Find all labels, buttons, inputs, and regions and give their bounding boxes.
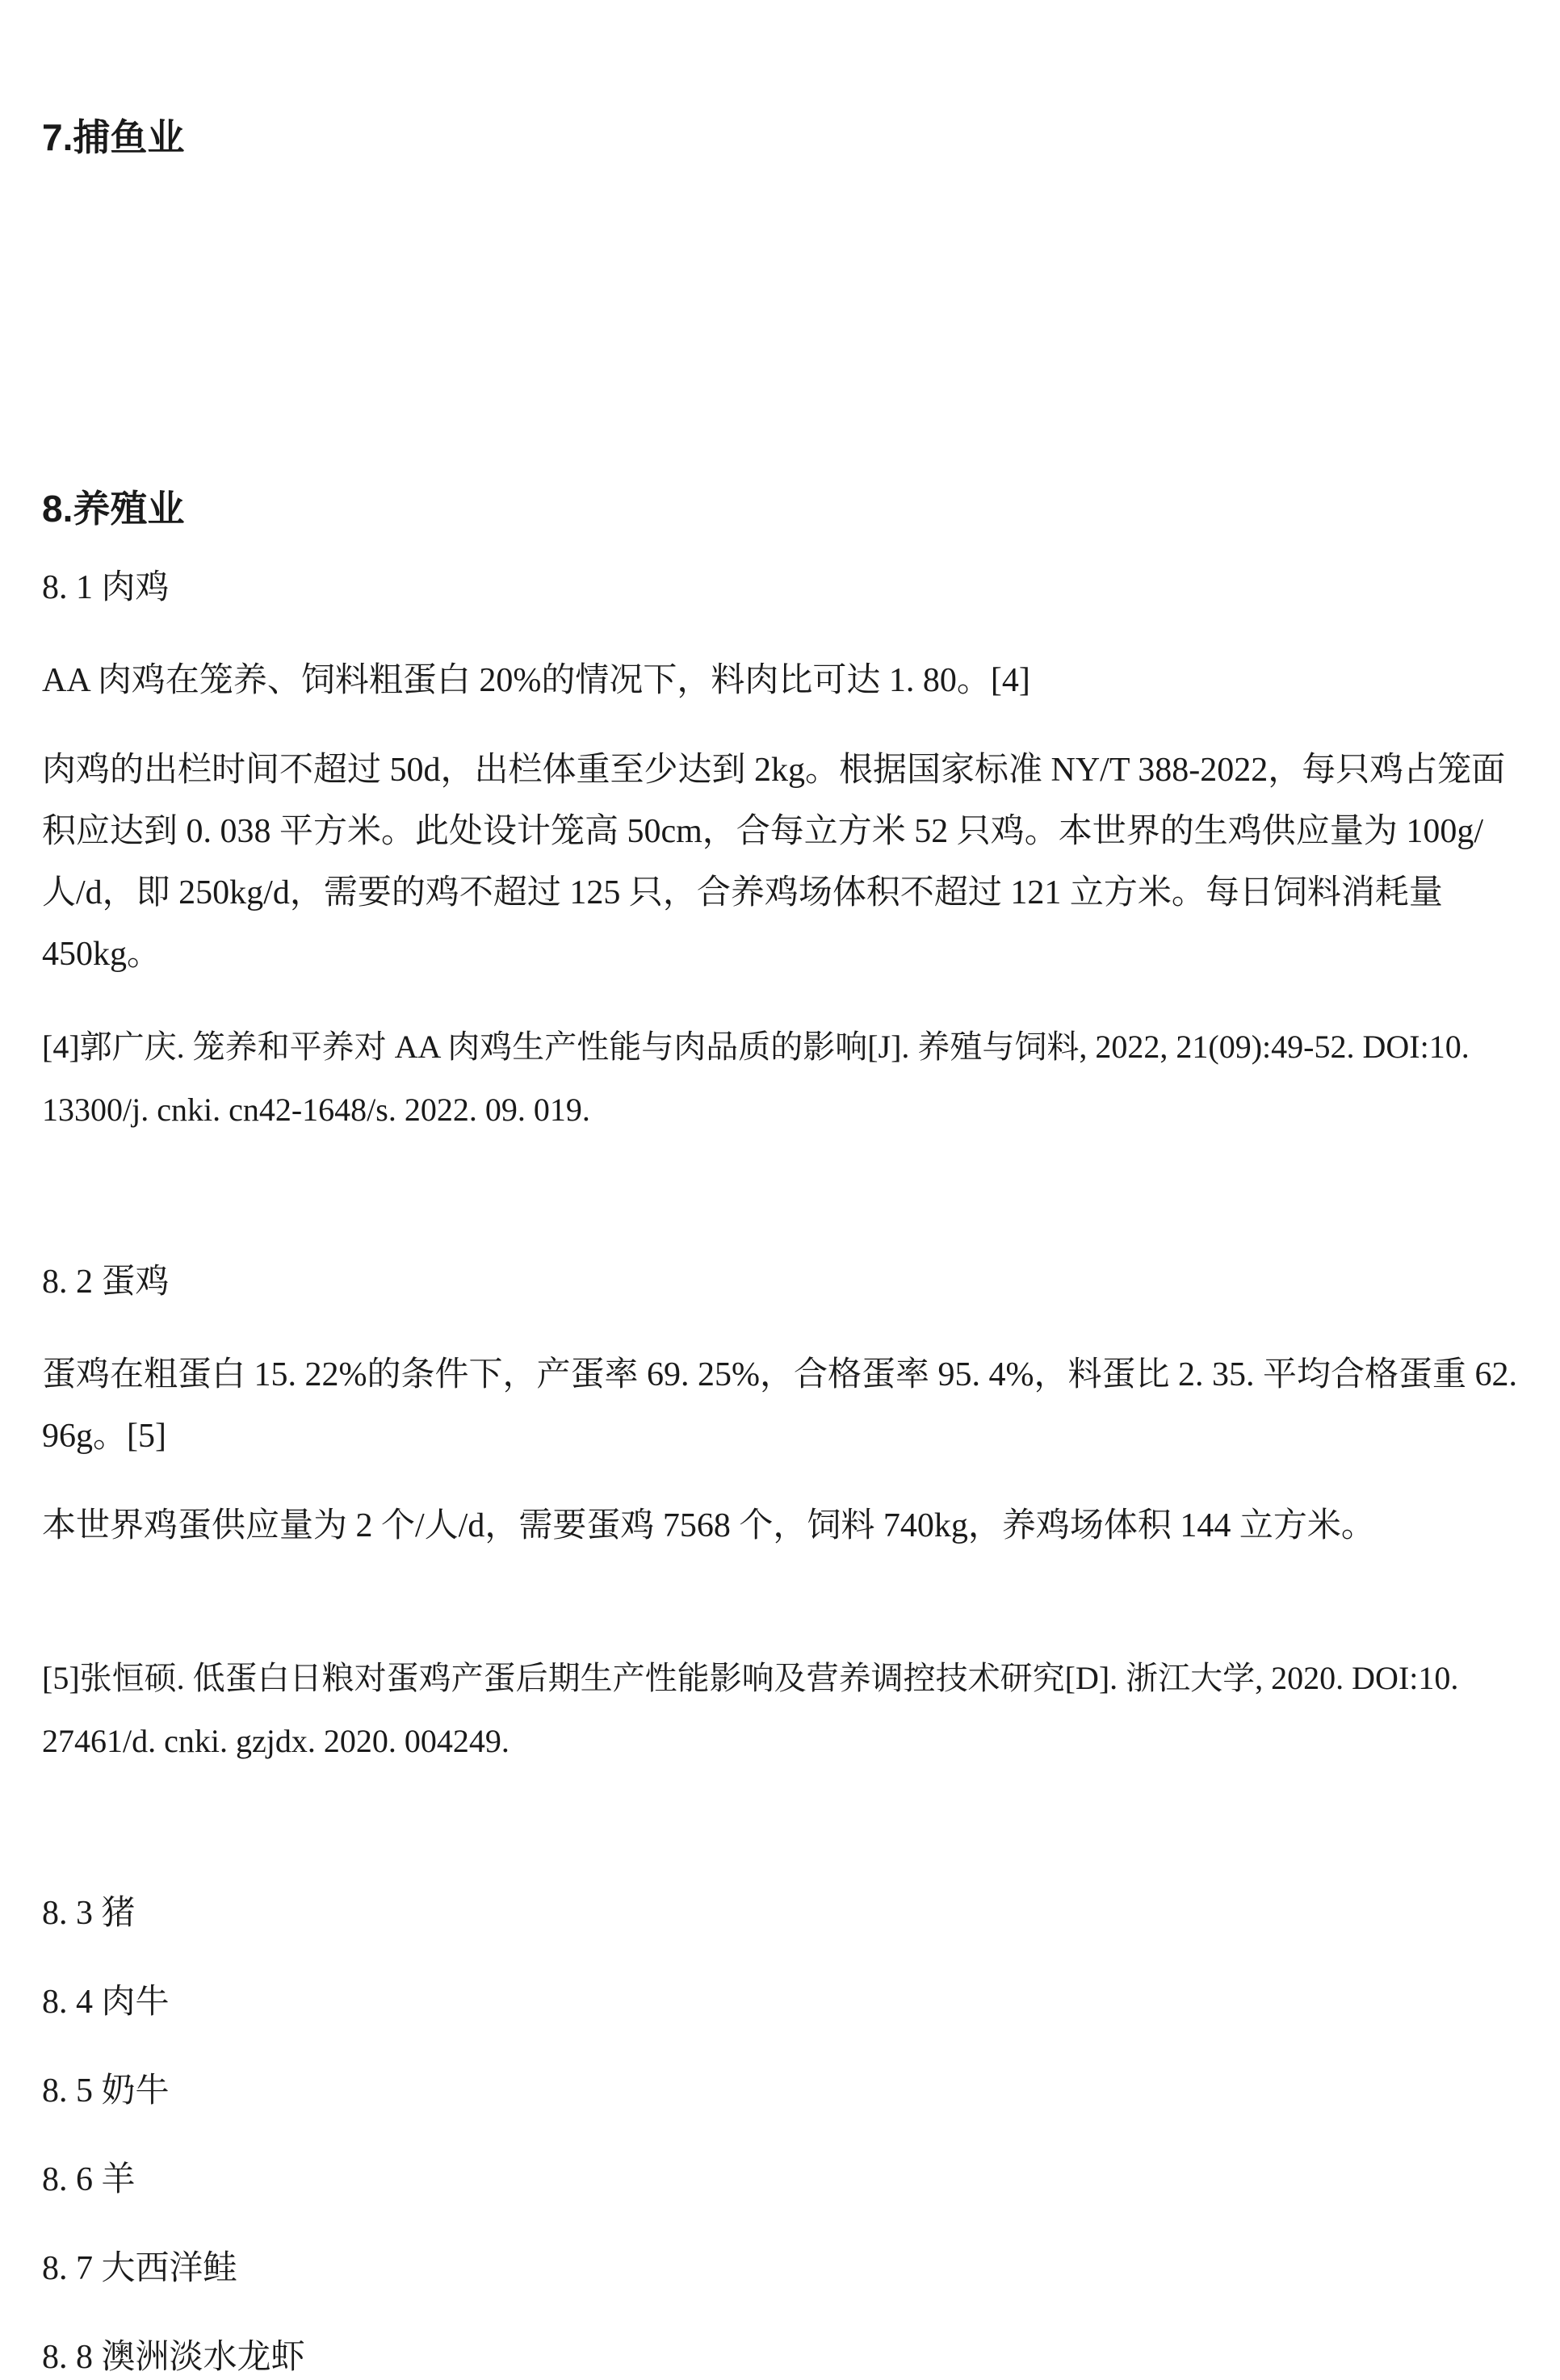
subsection-title-atlantic-salmon: 8. 7 大西洋鲑 (42, 2250, 237, 2287)
subsection-title-pig: 8. 3 猪 (42, 1895, 136, 1932)
subsection-title-sheep: 8. 6 羊 (42, 2161, 136, 2198)
section-heading-farming: 8.养殖业 (42, 488, 185, 530)
subsection-title-beef-cattle: 8. 4 肉牛 (42, 1984, 170, 2021)
layer-paragraph-2: 本世界鸡蛋供应量为 2 个/人/d，需要蛋鸡 7568 个，饲料 740kg，养鸡场体积 144 立方米。 (42, 1507, 1375, 1544)
subsection-title-crayfish: 8. 8 澳洲淡水龙虾 (42, 2339, 305, 2376)
subsection-title-dairy-cow: 8. 5 奶牛 (42, 2072, 170, 2110)
layer-reference: [5]张恒硕. 低蛋白日粮对蛋鸡产蛋后期生产性能影响及营养调控技术研究[D]. 浙江大学, 2020. DOI:10. 27461/d. cnki. gzjdx. 2020. 004249. (42, 1660, 1459, 1759)
broiler-paragraph-2: 肉鸡的出栏时间不超过 50d，出栏体重至少达到 2kg。根据国家标准 NY/T 388-2022，每只鸡占笼面积应达到 0. 038 平方米。此处设计笼高 50cm，合每立方米 52 只鸡。本世界的生鸡供应量为 100g/人/d，即 250kg/d，需要的鸡不超过 125 只，合养鸡场体积不超过 121 立方米。每日饲料消耗量 450kg。 (42, 752, 1506, 973)
broiler-paragraph-1: AA 肉鸡在笼养、饲料粗蛋白 20%的情况下，料肉比可达 1. 80。[4] (42, 662, 1030, 699)
subsection-title-broiler: 8. 1 肉鸡 (42, 569, 170, 606)
broiler-reference: [4]郭广庆. 笼养和平养对 AA 肉鸡生产性能与肉品质的影响[J]. 养殖与饲料, 2022, 21(09):49-52. DOI:10. 13300/j. cnki. cn42-1648/s. 2022. 09. 019. (42, 1029, 1470, 1128)
subsection-title-layer: 8. 2 蛋鸡 (42, 1263, 170, 1301)
layer-paragraph-1: 蛋鸡在粗蛋白 15. 22%的条件下，产蛋率 69. 25%，合格蛋率 95. 4%，料蛋比 2. 35. 平均合格蛋重 62. 96g。[5] (42, 1356, 1517, 1455)
section-heading-fishing: 7.捕鱼业 (42, 116, 185, 158)
